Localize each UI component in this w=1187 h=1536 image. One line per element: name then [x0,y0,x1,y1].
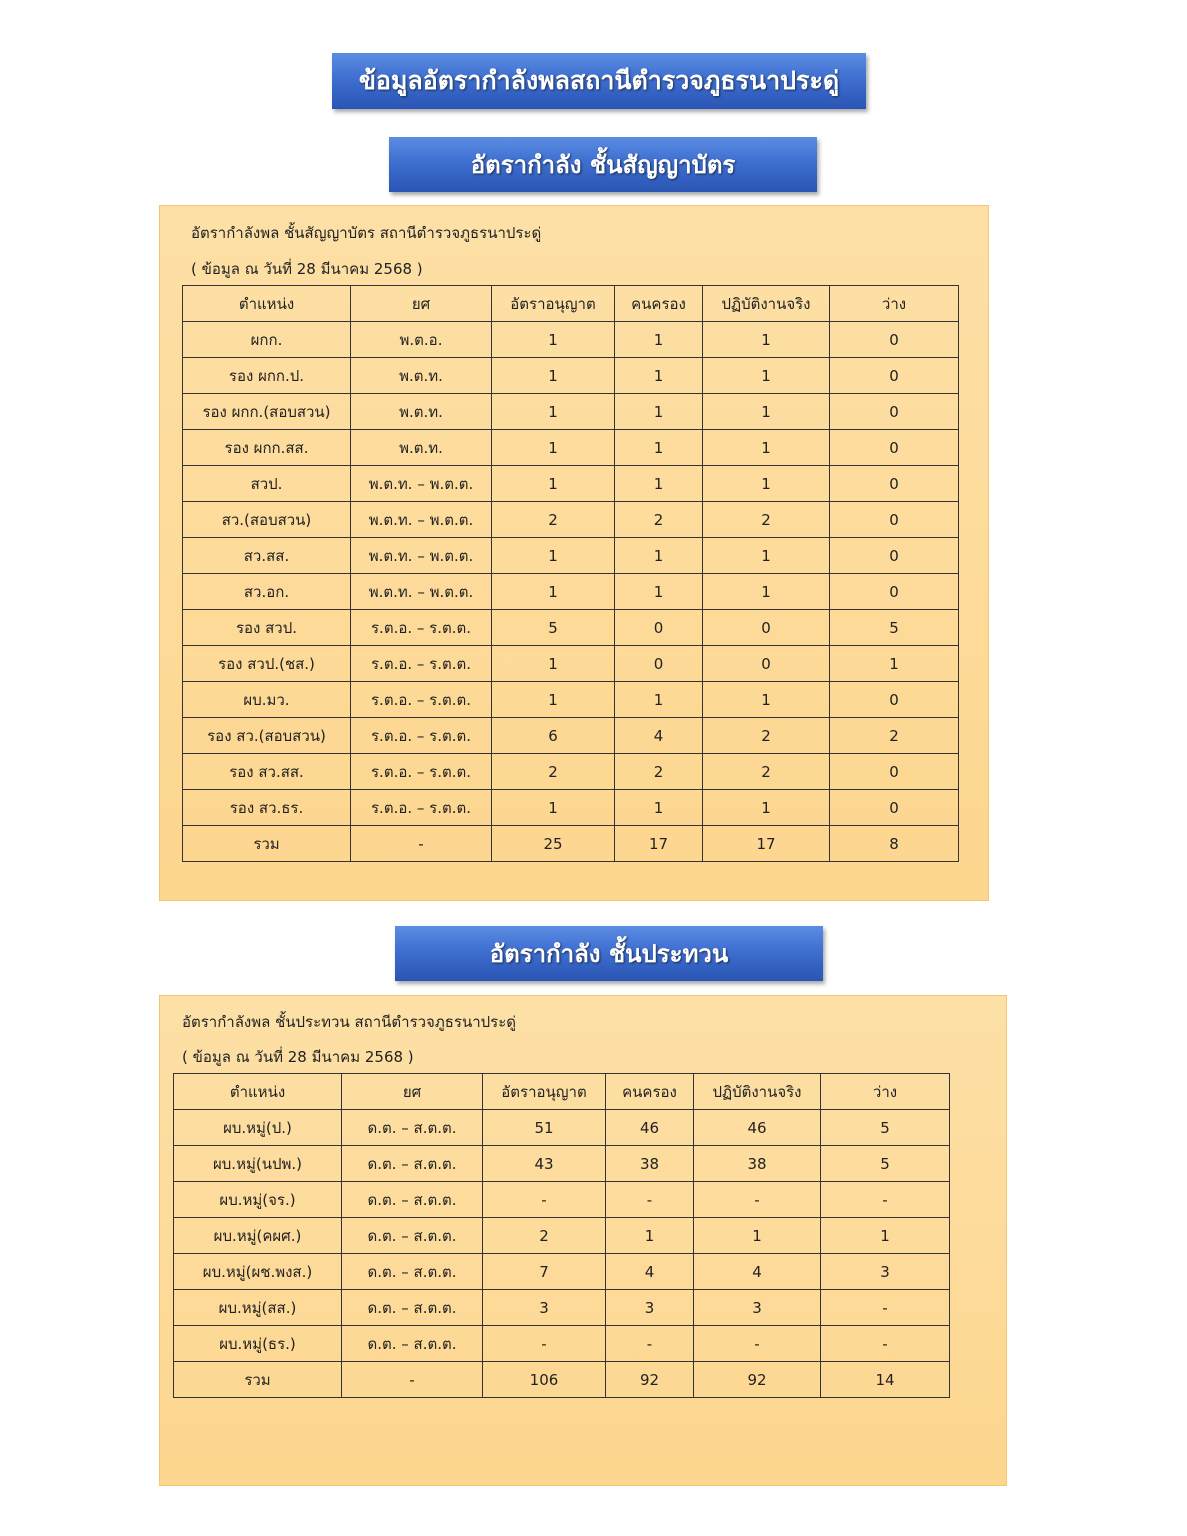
table-cell: - [821,1182,950,1218]
table-row [183,538,959,574]
table-cell: พ.ต.ท. [351,394,492,430]
table-cell: 0 [830,538,959,574]
nco-date-note: ( ข้อมูล ณ วันที่ 28 มีนาคม 2568 ) [182,1048,414,1066]
table-cell: 1 [703,394,830,430]
table-cell: 2 [492,502,615,538]
table-cell: สว.สส. [183,538,351,574]
table-cell: ร.ต.อ. – ร.ต.ต. [351,610,492,646]
table-cell: 1 [615,790,703,826]
table-cell: 1 [615,358,703,394]
table-row [183,790,959,826]
table-cell: 1 [703,430,830,466]
table-cell: 6 [492,718,615,754]
table-row [183,394,959,430]
column-header: ว่าง [830,286,959,322]
officer-section-banner: อัตรากำลัง ชั้นสัญญาบัตร [389,137,817,192]
table-cell: ร.ต.อ. – ร.ต.ต. [351,790,492,826]
table-row [174,1326,950,1362]
table-cell: 1 [615,538,703,574]
table-cell: 1 [703,466,830,502]
table-cell: พ.ต.ท. [351,430,492,466]
table-cell: ผบ.หมู่(นปพ.) [174,1146,342,1182]
table-cell: 1 [492,394,615,430]
table-cell: 0 [830,322,959,358]
table-cell: สวป. [183,466,351,502]
table-cell: ผบ.มว. [183,682,351,718]
table-cell: 0 [830,502,959,538]
table-cell: 1 [615,430,703,466]
table-cell: ร.ต.อ. – ร.ต.ต. [351,718,492,754]
table-row [183,826,959,862]
table-header-row [174,1074,950,1110]
table-cell: 38 [694,1146,821,1182]
table-cell: 1 [492,466,615,502]
nco-table [173,1073,950,1398]
table-header-row [183,286,959,322]
table-row [183,430,959,466]
table-cell: 5 [830,610,959,646]
table-cell: 106 [483,1362,606,1398]
table-cell: - [351,826,492,862]
table-cell: 8 [830,826,959,862]
table-cell: 2 [483,1218,606,1254]
column-header: อัตราอนุญาต [483,1074,606,1110]
table-cell: 1 [615,394,703,430]
officer-date-note: ( ข้อมูล ณ วันที่ 28 มีนาคม 2568 ) [191,260,423,278]
table-cell: 1 [492,646,615,682]
table-cell: 1 [703,682,830,718]
table-cell: - [342,1362,483,1398]
table-cell: 0 [615,610,703,646]
column-header: ว่าง [821,1074,950,1110]
table-cell: - [694,1182,821,1218]
table-cell: รวม [183,826,351,862]
officer-panel [159,205,989,901]
table-row [183,574,959,610]
table-cell: 0 [830,682,959,718]
column-header: คนครอง [606,1074,694,1110]
table-cell: 1 [694,1218,821,1254]
table-cell: 1 [492,430,615,466]
table-row [183,718,959,754]
table-cell: รอง ผกก.ป. [183,358,351,394]
nco-caption: อัตรากำลังพล ชั้นประทวน สถานีตำรวจภูธรนาประดู่ [182,1013,516,1031]
table-cell: 2 [830,718,959,754]
table-cell: ด.ต. – ส.ต.ต. [342,1110,483,1146]
table-cell: พ.ต.ท. – พ.ต.ต. [351,466,492,502]
table-row [174,1362,950,1398]
table-cell: 0 [703,646,830,682]
table-row [183,610,959,646]
table-cell: 5 [821,1146,950,1182]
table-row [183,754,959,790]
table-cell: 46 [694,1110,821,1146]
table-cell: พ.ต.ท. – พ.ต.ต. [351,502,492,538]
table-cell: ด.ต. – ส.ต.ต. [342,1254,483,1290]
table-cell: สว.อก. [183,574,351,610]
table-cell: 0 [830,394,959,430]
table-cell: 3 [483,1290,606,1326]
table-cell: รอง สว.ธร. [183,790,351,826]
table-cell: 92 [694,1362,821,1398]
table-cell: ผกก. [183,322,351,358]
table-cell: ด.ต. – ส.ต.ต. [342,1326,483,1362]
table-cell: 0 [615,646,703,682]
table-cell: 2 [615,502,703,538]
table-row [183,682,959,718]
table-cell: 4 [694,1254,821,1290]
table-cell: 14 [821,1362,950,1398]
table-cell: 25 [492,826,615,862]
column-header: ปฏิบัติงานจริง [694,1074,821,1110]
table-cell: รวม [174,1362,342,1398]
table-row [174,1290,950,1326]
table-cell: 2 [615,754,703,790]
table-row [174,1254,950,1290]
table-cell: 1 [703,574,830,610]
table-cell: 1 [492,574,615,610]
table-row [183,502,959,538]
table-cell: 17 [615,826,703,862]
table-cell: 2 [492,754,615,790]
table-cell: รอง สวป.(ชส.) [183,646,351,682]
table-cell: 0 [830,574,959,610]
table-cell: ผบ.หมู่(ป.) [174,1110,342,1146]
table-cell: ผบ.หมู่(จร.) [174,1182,342,1218]
table-cell: พ.ต.ท. – พ.ต.ต. [351,538,492,574]
table-cell: สว.(สอบสวน) [183,502,351,538]
table-cell: ผบ.หมู่(ธร.) [174,1326,342,1362]
table-cell: 1 [830,646,959,682]
table-cell: รอง สว.(สอบสวน) [183,718,351,754]
table-cell: - [821,1326,950,1362]
table-row [183,466,959,502]
table-cell: - [606,1326,694,1362]
table-cell: 51 [483,1110,606,1146]
table-cell: 1 [703,358,830,394]
table-cell: 1 [703,538,830,574]
table-cell: 1 [615,682,703,718]
table-row [174,1182,950,1218]
table-cell: 3 [821,1254,950,1290]
table-cell: ด.ต. – ส.ต.ต. [342,1290,483,1326]
table-cell: ด.ต. – ส.ต.ต. [342,1218,483,1254]
table-cell: 0 [703,610,830,646]
table-cell: ร.ต.อ. – ร.ต.ต. [351,646,492,682]
table-cell: 1 [615,466,703,502]
table-cell: 17 [703,826,830,862]
table-cell: 5 [821,1110,950,1146]
column-header: ตำแหน่ง [183,286,351,322]
column-header: ปฏิบัติงานจริง [703,286,830,322]
table-cell: 2 [703,754,830,790]
table-cell: - [606,1182,694,1218]
table-cell: 2 [703,502,830,538]
table-row [183,322,959,358]
table-cell: - [483,1182,606,1218]
table-row [174,1110,950,1146]
table-cell: 4 [606,1254,694,1290]
column-header: ยศ [342,1074,483,1110]
table-cell: 0 [830,466,959,502]
table-cell: 1 [703,790,830,826]
table-cell: 1 [615,574,703,610]
table-cell: พ.ต.ท. [351,358,492,394]
table-row [174,1146,950,1182]
table-cell: 0 [830,358,959,394]
table-row [183,358,959,394]
table-cell: 1 [492,538,615,574]
table-cell: ร.ต.อ. – ร.ต.ต. [351,754,492,790]
nco-panel [159,995,1007,1486]
table-cell: 3 [694,1290,821,1326]
table-cell: ด.ต. – ส.ต.ต. [342,1182,483,1218]
table-cell: ผบ.หมู่(ผช.พงส.) [174,1254,342,1290]
table-cell: 7 [483,1254,606,1290]
table-row [183,646,959,682]
table-cell: 0 [830,790,959,826]
table-cell: 4 [615,718,703,754]
table-cell: รอง สวป. [183,610,351,646]
table-cell: - [694,1326,821,1362]
column-header: ยศ [351,286,492,322]
column-header: ตำแหน่ง [174,1074,342,1110]
table-cell: 92 [606,1362,694,1398]
table-cell: 1 [821,1218,950,1254]
table-cell: ด.ต. – ส.ต.ต. [342,1146,483,1182]
table-cell: รอง สว.สส. [183,754,351,790]
column-header: อัตราอนุญาต [492,286,615,322]
table-cell: - [483,1326,606,1362]
table-cell: 38 [606,1146,694,1182]
table-row [174,1218,950,1254]
table-cell: 1 [492,322,615,358]
table-cell: ผบ.หมู่(สส.) [174,1290,342,1326]
table-cell: รอง ผกก.สส. [183,430,351,466]
table-cell: พ.ต.ท. – พ.ต.ต. [351,574,492,610]
table-cell: รอง ผกก.(สอบสวน) [183,394,351,430]
table-cell: ผบ.หมู่(คผศ.) [174,1218,342,1254]
table-cell: 0 [830,754,959,790]
table-cell: 46 [606,1110,694,1146]
table-cell: 1 [615,322,703,358]
table-cell: 1 [703,322,830,358]
column-header: คนครอง [615,286,703,322]
table-cell: ร.ต.อ. – ร.ต.ต. [351,682,492,718]
table-cell: พ.ต.อ. [351,322,492,358]
table-cell: 5 [492,610,615,646]
table-cell: 43 [483,1146,606,1182]
table-cell: 3 [606,1290,694,1326]
officer-table [182,285,959,862]
main-title-banner: ข้อมูลอัตรากำลังพลสถานีตำรวจภูธรนาประดู่ [332,53,866,109]
table-cell: 0 [830,430,959,466]
officer-caption: อัตรากำลังพล ชั้นสัญญาบัตร สถานีตำรวจภูธรนาประดู่ [191,224,542,242]
table-cell: 1 [606,1218,694,1254]
table-cell: 1 [492,358,615,394]
table-cell: 2 [703,718,830,754]
table-cell: - [821,1290,950,1326]
table-cell: 1 [492,790,615,826]
table-cell: 1 [492,682,615,718]
nco-section-banner: อัตรากำลัง ชั้นประทวน [395,926,823,981]
